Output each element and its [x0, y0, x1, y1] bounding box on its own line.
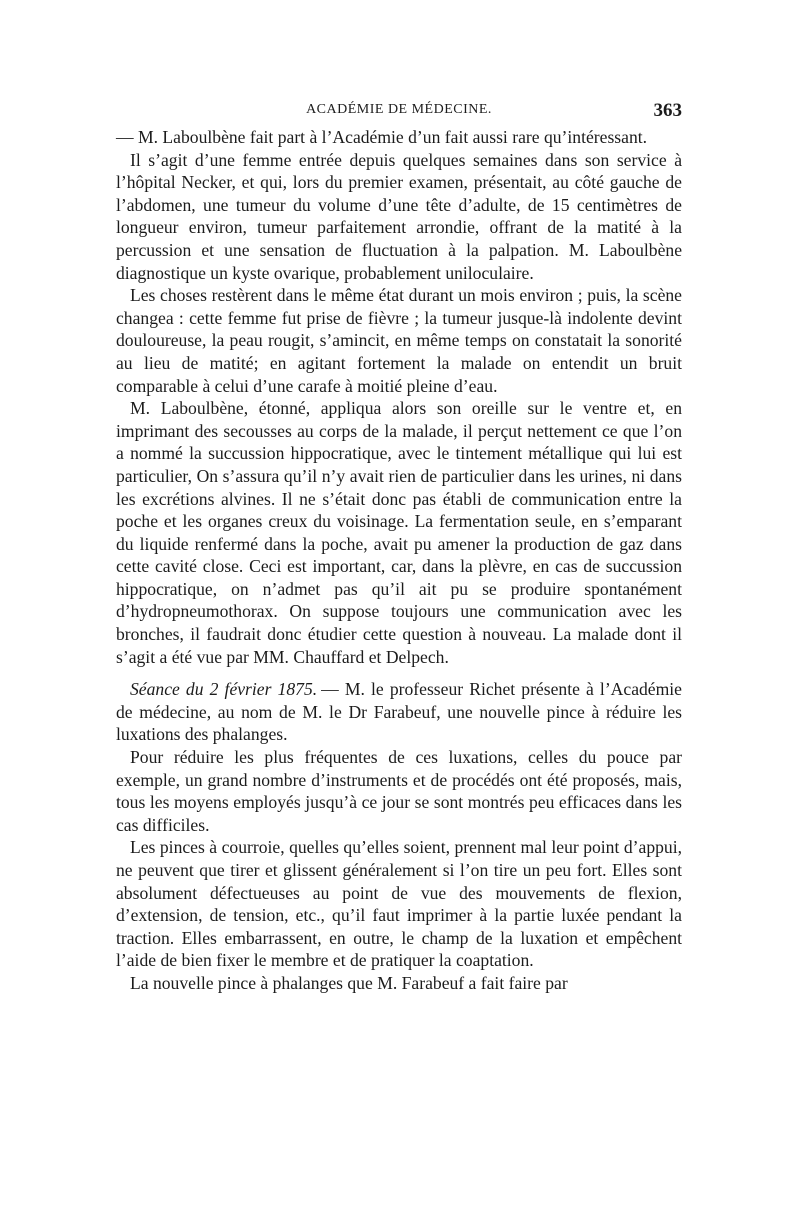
book-page	[116, 100, 682, 995]
paragraph-luxations: Pour réduire les plus fréquentes de ces luxations, celles du pouce par exemple, un grand nombre d’instruments et de procédés ont été proposés, mais, tous les moyens employés jusqu’à ce jour se sont montrés peu efficaces dans les cas difficiles.	[116, 747, 682, 835]
running-head	[116, 100, 682, 124]
paragraph-laboulbene-intro: — M. Laboulbène fait part à l’Académie d’un fait aussi rare qu’intéressant.	[116, 127, 648, 147]
paragraph-case-description: Il s’agit d’une femme entrée depuis quelques semaines dans son service à l’hôpital Necker, et qui, lors du premier examen, présentait, au côté gauche de l’abdomen, une tumeur du volume d’une tête d’adulte, de 15 centimètres de longueur environ, tumeur parfaitement arrondie, offrant de la matité à la percussion et une sensation de fluctuation à la palpation. M. Laboulbène diagnostique un kyste ovarique, probablement uniloculaire.	[116, 149, 682, 283]
page-number: 363	[653, 100, 682, 121]
paragraph-succussion: M. Laboulbène, étonné, appliqua alors son oreille sur le ventre et, en imprimant des secousses au corps de la malade, il perçut nettement ce que l’on a nommé la succussion hippocratique, avec le tintement métallique qui lui est particulier, On s’assura qu’il n’y avait rien de particulier dans les urines, ni dans les excrétions alvines. Il ne s’était donc pas établi de communication entre la poche et les organes creux du voisinage. La fermentation seule, en s’emparant du liquide renfermé dans la poche, avait pu amener la production de gaz dans cette cavité close. Ceci est important, car, dans la plèvre, en cas de succussion hippocratique, on n’admet pas qu’il ait pu se produire spontanément d’hydropneumothorax. On suppose toujours une communication avec les bronches, il faudrait donc étudier cette question à nouveau. La malade dont il s’agit a été vue par MM. Chauffard et Delpech.	[116, 398, 682, 667]
seance-text: — M. le professeur Richet présente à l’Académie de médecine, au nom de M. le Dr Farabeuf, une nouvelle pince à réduire les luxations des phalanges.	[116, 679, 682, 745]
section-spacer	[116, 668, 682, 678]
paragraph-nouvelle-pince: La nouvelle pince à phalanges que M. Farabeuf a fait faire par	[130, 972, 568, 993]
paragraph-pinces-courroie: Les pinces à courroie, quelles qu’elles soient, prennent mal leur point d’appui, ne peuvent que tirer et glissent généralement si l’on tire un peu fort. Elles sont absolument défectueuses au point de vue des mouvements de flexion, d’extension, de tension, etc., qu’il faut imprimer à la partie luxée pendant la traction. Elles embarrassent, en outre, le champ de la luxation et empêchent l’aide de bien fixer le membre et de pratiquer la coaptation.	[116, 837, 682, 971]
paragraph-evolution: Les choses restèrent dans le même état durant un mois environ ; puis, la scène changea : cette femme fut prise de fièvre ; la tumeur jusque-là indolente devint douloureuse, la peau rougit, s’amincit, en même temps on constatait la sonorité au lieu de matité; en agitant fortement la malade on entendit un bruit comparable à celui d’une carafe à moitié pleine d’eau.	[116, 285, 682, 396]
running-title: ACADÉMIE DE MÉDECINE.	[306, 102, 492, 117]
seance-date: Séance du 2 février 1875.	[130, 679, 318, 700]
paragraph-seance	[116, 678, 682, 746]
